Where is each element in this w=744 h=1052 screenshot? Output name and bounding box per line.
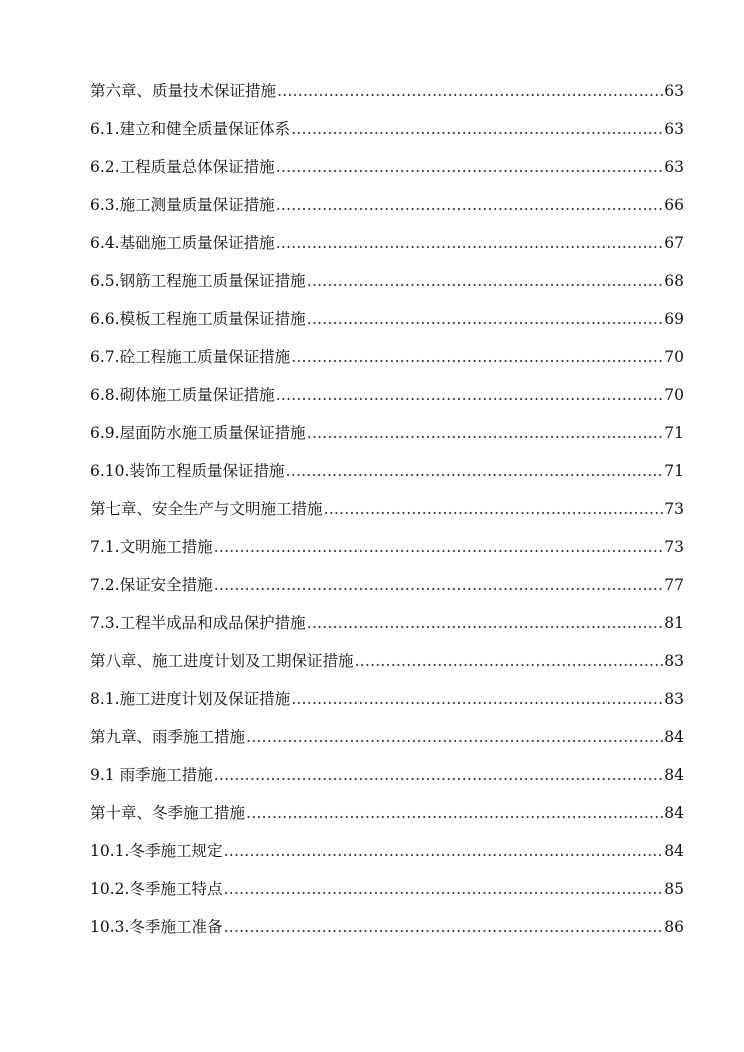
toc-entry-page: 71 bbox=[664, 462, 684, 480]
toc-leader-dots bbox=[214, 574, 664, 596]
toc-entry-title: 10.2.冬季施工特点 bbox=[90, 880, 223, 898]
toc-entry-title: 6.9.屋面防水施工质量保证措施 bbox=[90, 424, 306, 442]
toc-entry-page: 86 bbox=[664, 918, 684, 936]
toc-leader-dots bbox=[246, 726, 663, 748]
toc-entry-page: 71 bbox=[664, 424, 684, 442]
toc-entry[interactable] bbox=[90, 574, 684, 612]
toc-entry-page: 69 bbox=[664, 310, 684, 328]
toc-entry-page: 84 bbox=[664, 766, 684, 784]
toc-entry[interactable] bbox=[90, 650, 684, 688]
toc-entry-title: 6.1.建立和健全质量保证体系 bbox=[90, 120, 291, 138]
toc-entry-page: 73 bbox=[664, 538, 684, 556]
toc-entry[interactable] bbox=[90, 726, 684, 764]
toc-entry[interactable] bbox=[90, 460, 684, 498]
toc-entry-title: 第七章、安全生产与文明施工措施 bbox=[90, 500, 323, 518]
toc-leader-dots bbox=[223, 840, 663, 862]
toc-entry-title: 6.10.装饰工程质量保证措施 bbox=[90, 462, 285, 480]
toc-entry[interactable] bbox=[90, 384, 684, 422]
toc-entry-title: 6.5.钢筋工程施工质量保证措施 bbox=[90, 272, 306, 290]
toc-entry-title: 第十章、冬季施工措施 bbox=[90, 804, 246, 822]
toc-leader-dots bbox=[307, 270, 664, 292]
toc-entry-page: 63 bbox=[664, 82, 684, 100]
toc-entry[interactable] bbox=[90, 764, 684, 802]
toc-entry-title: 第九章、雨季施工措施 bbox=[90, 728, 246, 746]
toc-entry[interactable] bbox=[90, 232, 684, 270]
toc-entry-title: 6.6.模板工程施工质量保证措施 bbox=[90, 310, 306, 328]
toc-entry[interactable] bbox=[90, 346, 684, 384]
toc-leader-dots bbox=[276, 156, 664, 178]
toc-entry[interactable] bbox=[90, 612, 684, 650]
toc-leader-dots bbox=[276, 384, 664, 406]
toc-entry-title: 9.1 雨季施工措施 bbox=[90, 766, 213, 784]
toc-entry-page: 63 bbox=[664, 120, 684, 138]
toc-leader-dots bbox=[214, 536, 664, 558]
toc-entry-page: 83 bbox=[664, 652, 684, 670]
toc-entry[interactable] bbox=[90, 878, 684, 916]
toc-leader-dots bbox=[324, 498, 664, 520]
toc-entry[interactable] bbox=[90, 916, 684, 954]
toc-entry-page: 77 bbox=[664, 576, 684, 594]
toc-leader-dots bbox=[214, 764, 664, 786]
toc-entry[interactable] bbox=[90, 536, 684, 574]
toc-leader-dots bbox=[291, 346, 663, 368]
toc-leader-dots bbox=[307, 612, 664, 634]
toc-entry-title: 7.3.工程半成品和成品保护措施 bbox=[90, 614, 306, 632]
toc-entry-title: 7.1.文明施工措施 bbox=[90, 538, 213, 556]
toc-entry-page: 84 bbox=[664, 804, 684, 822]
toc-entry[interactable] bbox=[90, 422, 684, 460]
toc-entry[interactable] bbox=[90, 308, 684, 346]
toc-leader-dots bbox=[276, 194, 664, 216]
toc-entry-title: 6.8.砌体施工质量保证措施 bbox=[90, 386, 275, 404]
toc-entry-page: 84 bbox=[664, 728, 684, 746]
toc-entry-page: 83 bbox=[664, 690, 684, 708]
toc-entry[interactable] bbox=[90, 840, 684, 878]
toc-entry-page: 63 bbox=[664, 158, 684, 176]
toc-entry-title: 第六章、质量技术保证措施 bbox=[90, 82, 277, 100]
toc-leader-dots bbox=[307, 422, 664, 444]
toc-leader-dots bbox=[291, 118, 663, 140]
toc-entry-page: 70 bbox=[664, 386, 684, 404]
toc-entry-page: 68 bbox=[664, 272, 684, 290]
toc-leader-dots bbox=[223, 916, 663, 938]
toc-entry-title: 6.2.工程质量总体保证措施 bbox=[90, 158, 275, 176]
toc-leader-dots bbox=[355, 650, 664, 672]
toc-entry-page: 84 bbox=[664, 842, 684, 860]
toc-entry-title: 10.3.冬季施工准备 bbox=[90, 918, 223, 936]
toc-leader-dots bbox=[223, 878, 663, 900]
toc-entry[interactable] bbox=[90, 498, 684, 536]
toc-entry-page: 70 bbox=[664, 348, 684, 366]
toc-entry-title: 10.1.冬季施工规定 bbox=[90, 842, 223, 860]
toc-entry[interactable] bbox=[90, 270, 684, 308]
toc-entry-page: 67 bbox=[664, 234, 684, 252]
toc-entry-title: 8.1.施工进度计划及保证措施 bbox=[90, 690, 291, 708]
toc-entry-page: 73 bbox=[664, 500, 684, 518]
toc-entry[interactable] bbox=[90, 118, 684, 156]
toc-entry-page: 81 bbox=[664, 614, 684, 632]
toc-leader-dots bbox=[277, 80, 663, 102]
toc-leader-dots bbox=[246, 802, 663, 824]
toc-entry-title: 6.3.施工测量质量保证措施 bbox=[90, 196, 275, 214]
toc-entry-title: 第八章、施工进度计划及工期保证措施 bbox=[90, 652, 354, 670]
toc-leader-dots bbox=[307, 308, 664, 330]
toc-entry[interactable] bbox=[90, 80, 684, 118]
toc-entry[interactable] bbox=[90, 802, 684, 840]
toc-entry[interactable] bbox=[90, 688, 684, 726]
toc-leader-dots bbox=[291, 688, 663, 710]
toc-entry[interactable] bbox=[90, 156, 684, 194]
toc-entry-title: 6.4.基础施工质量保证措施 bbox=[90, 234, 275, 252]
toc-leader-dots bbox=[276, 232, 664, 254]
toc-entry-page: 66 bbox=[664, 196, 684, 214]
toc-entry-page: 85 bbox=[664, 880, 684, 898]
toc-leader-dots bbox=[285, 460, 663, 482]
toc-entry-title: 7.2.保证安全措施 bbox=[90, 576, 213, 594]
table-of-contents bbox=[90, 80, 684, 954]
toc-entry-title: 6.7.砼工程施工质量保证措施 bbox=[90, 348, 291, 366]
toc-entry[interactable] bbox=[90, 194, 684, 232]
